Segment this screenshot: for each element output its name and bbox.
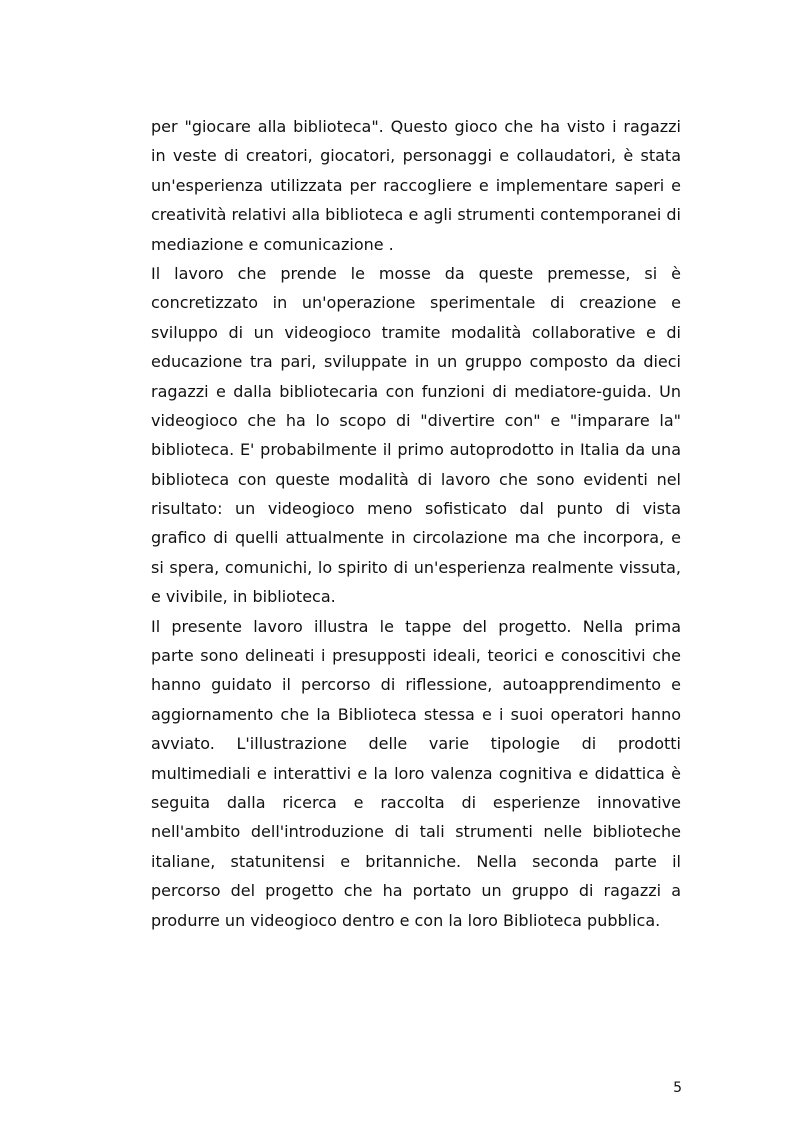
text-line: risultato: un videogioco meno sofisticato dal punto di vista [151, 499, 681, 519]
text-line: seguita dalla ricerca e raccolta di esperienze innovative [151, 792, 681, 812]
text-line: multimediali e interattivi e la loro valenza cognitiva e didattica è [151, 763, 681, 783]
text-line: si spera, comunichi, lo spirito di un'esperienza realmente vissuta, [151, 557, 681, 577]
text-line: biblioteca con queste modalità di lavoro che sono evidenti nel [151, 469, 681, 489]
text-line: per "giocare alla biblioteca". Questo gioco che ha visto i ragazzi [151, 117, 681, 136]
text-line: un'esperienza utilizzata per raccogliere e implementare saperi e [151, 175, 681, 195]
text-line: parte sono delineati i presupposti ideali, teorici e conoscitivi che [151, 646, 681, 666]
body-text [151, 112, 681, 935]
text-line: educazione tra pari, sviluppate in un gruppo composto da dieci [151, 352, 681, 372]
page-number: 5 [673, 1080, 682, 1096]
text-line: avviato. L'illustrazione delle varie tipologie di prodotti [151, 734, 681, 754]
text-line: italiane, statunitensi e britanniche. Nella seconda parte il [151, 851, 681, 871]
text-line: videogioco che ha lo scopo di "divertire con" e "imparare la" [151, 410, 681, 430]
text-line: grafico di quelli attualmente in circolazione ma che incorpora, e [151, 528, 681, 548]
text-line: Il lavoro che prende le mosse da queste premesse, si è [151, 263, 681, 283]
text-line: e vivibile, in biblioteca. [151, 587, 336, 607]
paragraph-2 [151, 259, 681, 612]
text-line: hanno guidato il percorso di riflessione, autoapprendimento e [151, 675, 681, 695]
text-line: percorso del progetto che ha portato un gruppo di ragazzi a [151, 881, 681, 901]
paragraph-3 [151, 612, 681, 935]
text-line: sviluppo di un videogioco tramite modalità collaborative e di [151, 322, 681, 342]
text-line: creatività relativi alla biblioteca e agli strumenti contemporanei di [151, 205, 681, 225]
text-line: Il presente lavoro illustra le tappe del progetto. Nella prima [151, 616, 681, 636]
text-line: in veste di creatori, giocatori, personaggi e collaudatori, è stata [151, 146, 681, 166]
text-line: biblioteca. E' probabilmente il primo autoprodotto in Italia da una [151, 440, 681, 460]
text-line: ragazzi e dalla bibliotecaria con funzioni di mediatore-guida. Un [151, 381, 681, 401]
text-line: concretizzato in un'operazione sperimentale di creazione e [151, 293, 681, 313]
text-line: produrre un videogioco dentro e con la loro Biblioteca pubblica. [151, 910, 661, 930]
text-line: mediazione e comunicazione . [151, 234, 394, 254]
text-line: aggiornamento che la Biblioteca stessa e i suoi operatori hanno [151, 704, 681, 724]
paragraph-1 [151, 112, 681, 259]
text-line: nell'ambito dell'introduzione di tali strumenti nelle biblioteche [151, 822, 681, 842]
